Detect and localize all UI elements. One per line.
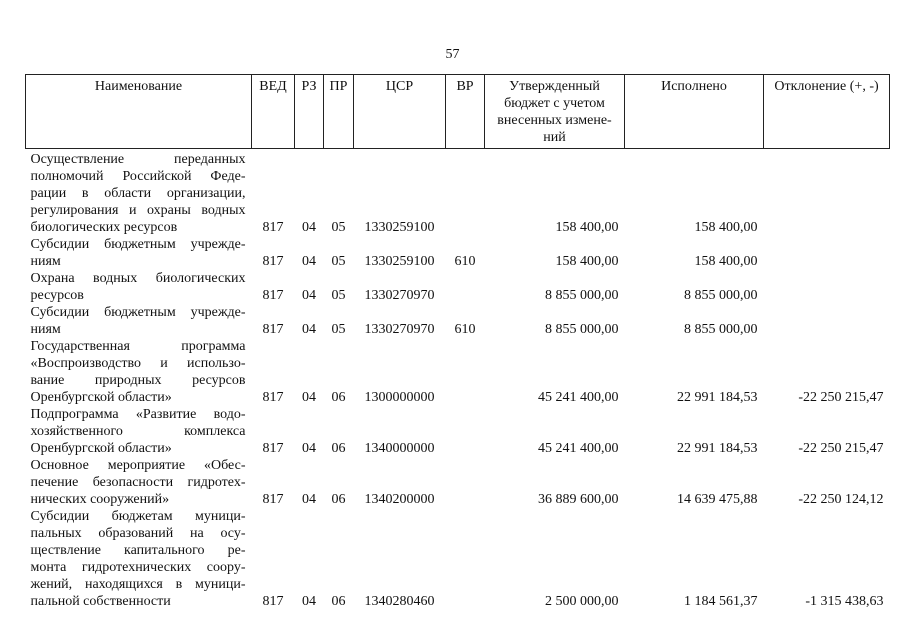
row-ved: 817	[262, 254, 284, 269]
row-approved: 2 500 000,00	[545, 594, 619, 609]
row-rz: 04	[302, 288, 316, 303]
row-name-line: пальных образований на осу-	[30, 526, 246, 541]
table-row	[26, 236, 890, 270]
row-name-line: Государственная программа	[30, 339, 246, 354]
row-name-line: монта гидротехнических соору-	[30, 560, 246, 575]
row-ved: 817	[262, 594, 284, 609]
row-name-line: Субсидии бюджетам муници-	[30, 509, 246, 524]
row-name-line: ниям	[30, 322, 61, 337]
row-deviation	[764, 236, 890, 270]
row-name	[26, 149, 252, 237]
row-deviation: -22 250 215,47	[798, 441, 884, 456]
row-name	[26, 457, 252, 508]
row-name-line: Охрана водных биологических	[30, 271, 246, 286]
row-ved: 817	[262, 390, 284, 405]
row-deviation: -1 315 438,63	[805, 594, 884, 609]
table-body	[26, 149, 890, 611]
row-pr: 05	[331, 288, 346, 303]
row-name-line: полномочий Российской Феде-	[30, 169, 246, 184]
table-header-row	[26, 75, 890, 149]
row-rz: 04	[302, 390, 316, 405]
row-name	[26, 508, 252, 610]
row-pr: 06	[331, 492, 346, 507]
header-approved: Утвержденный бюджет с учетом внесенных измене-ний	[485, 75, 625, 149]
budget-table	[25, 74, 890, 610]
row-name-line: жений, находящихся в муници-	[30, 577, 246, 592]
row-rz: 04	[302, 594, 316, 609]
row-name-line: Основное мероприятие «Обес-	[30, 458, 246, 473]
row-rz: 04	[302, 322, 316, 337]
row-approved: 8 855 000,00	[545, 322, 619, 337]
row-name-line: рации в области организации,	[30, 186, 246, 201]
header-vr: ВР	[446, 75, 485, 149]
row-rz: 04	[302, 254, 316, 269]
row-vr	[446, 338, 485, 406]
row-name	[26, 236, 252, 270]
header-executed: Исполнено	[625, 75, 764, 149]
row-pr: 05	[331, 254, 346, 269]
header-rz: РЗ	[295, 75, 324, 149]
row-csr: 1340000000	[364, 441, 435, 456]
row-rz: 04	[302, 220, 316, 235]
row-executed: 14 639 475,88	[677, 492, 758, 507]
table-row	[26, 338, 890, 406]
row-executed: 1 184 561,37	[684, 594, 758, 609]
header-ved: ВЕД	[252, 75, 295, 149]
row-name-line: Субсидии бюджетным учрежде-	[30, 305, 246, 320]
row-name	[26, 304, 252, 338]
row-name-line: печение безопасности гидротех-	[30, 475, 246, 490]
row-name-line: вание природных ресурсов	[30, 373, 246, 388]
row-name-line: Осуществление переданных	[30, 152, 246, 167]
row-deviation: -22 250 215,47	[798, 390, 884, 405]
row-csr: 1330259100	[364, 254, 435, 269]
row-name-line: ресурсов	[30, 288, 84, 303]
row-vr	[446, 508, 485, 610]
row-approved: 8 855 000,00	[545, 288, 619, 303]
row-name-line: Оренбургской области»	[30, 441, 172, 456]
row-vr	[446, 149, 485, 237]
row-ved: 817	[262, 220, 284, 235]
row-name-line: ществление капитального ре-	[30, 543, 246, 558]
row-name-line: Оренбургской области»	[30, 390, 172, 405]
table-row	[26, 149, 890, 237]
row-csr: 1330259100	[364, 220, 435, 235]
header-csr: ЦСР	[354, 75, 446, 149]
row-ved: 817	[262, 288, 284, 303]
row-vr	[446, 457, 485, 508]
row-executed: 158 400,00	[694, 254, 758, 269]
page-number: 57	[445, 47, 460, 62]
header-name: Наименование	[26, 75, 252, 149]
row-name-line: Подпрограмма «Развитие водо-	[30, 407, 246, 422]
row-executed: 158 400,00	[694, 220, 758, 235]
row-executed: 22 991 184,53	[677, 441, 758, 456]
row-pr: 05	[331, 220, 346, 235]
row-ved: 817	[262, 441, 284, 456]
table-row	[26, 304, 890, 338]
table-row	[26, 270, 890, 304]
row-executed: 22 991 184,53	[677, 390, 758, 405]
table-row	[26, 457, 890, 508]
row-approved: 36 889 600,00	[538, 492, 619, 507]
row-vr: 610	[454, 322, 476, 337]
row-approved: 45 241 400,00	[538, 441, 619, 456]
row-ved: 817	[262, 492, 284, 507]
row-executed: 8 855 000,00	[684, 288, 758, 303]
row-vr	[446, 406, 485, 457]
row-csr: 1330270970	[364, 288, 435, 303]
row-vr	[446, 270, 485, 304]
table-row	[26, 406, 890, 457]
row-deviation	[764, 270, 890, 304]
table-row	[26, 508, 890, 610]
header-pr: ПР	[324, 75, 354, 149]
row-name-line: пальной собственности	[30, 594, 171, 609]
row-pr: 06	[331, 441, 346, 456]
row-name-line: регулирования и охраны водных	[30, 203, 246, 218]
row-executed: 8 855 000,00	[684, 322, 758, 337]
row-name-line: Субсидии бюджетным учрежде-	[30, 237, 246, 252]
row-approved: 45 241 400,00	[538, 390, 619, 405]
row-pr: 06	[331, 594, 346, 609]
row-csr: 1340200000	[364, 492, 435, 507]
row-deviation	[764, 149, 890, 237]
row-name	[26, 270, 252, 304]
row-name-line: биологических ресурсов	[30, 220, 178, 235]
row-pr: 05	[331, 322, 346, 337]
header-deviation: Отклонение (+, -)	[764, 75, 890, 149]
row-pr: 06	[331, 390, 346, 405]
row-name	[26, 338, 252, 406]
row-rz: 04	[302, 492, 316, 507]
row-deviation: -22 250 124,12	[798, 492, 884, 507]
row-name	[26, 406, 252, 457]
row-rz: 04	[302, 441, 316, 456]
row-vr: 610	[454, 254, 476, 269]
row-csr: 1300000000	[364, 390, 435, 405]
row-name-line: хозяйственного комплекса	[30, 424, 246, 439]
row-name-line: «Воспроизводство и использо-	[30, 356, 246, 371]
row-ved: 817	[262, 322, 284, 337]
row-csr: 1330270970	[364, 322, 435, 337]
row-name-line: ниям	[30, 254, 61, 269]
row-csr: 1340280460	[364, 594, 435, 609]
row-approved: 158 400,00	[555, 254, 619, 269]
row-name-line: нических сооружений»	[30, 492, 170, 507]
row-approved: 158 400,00	[555, 220, 619, 235]
row-deviation	[764, 304, 890, 338]
